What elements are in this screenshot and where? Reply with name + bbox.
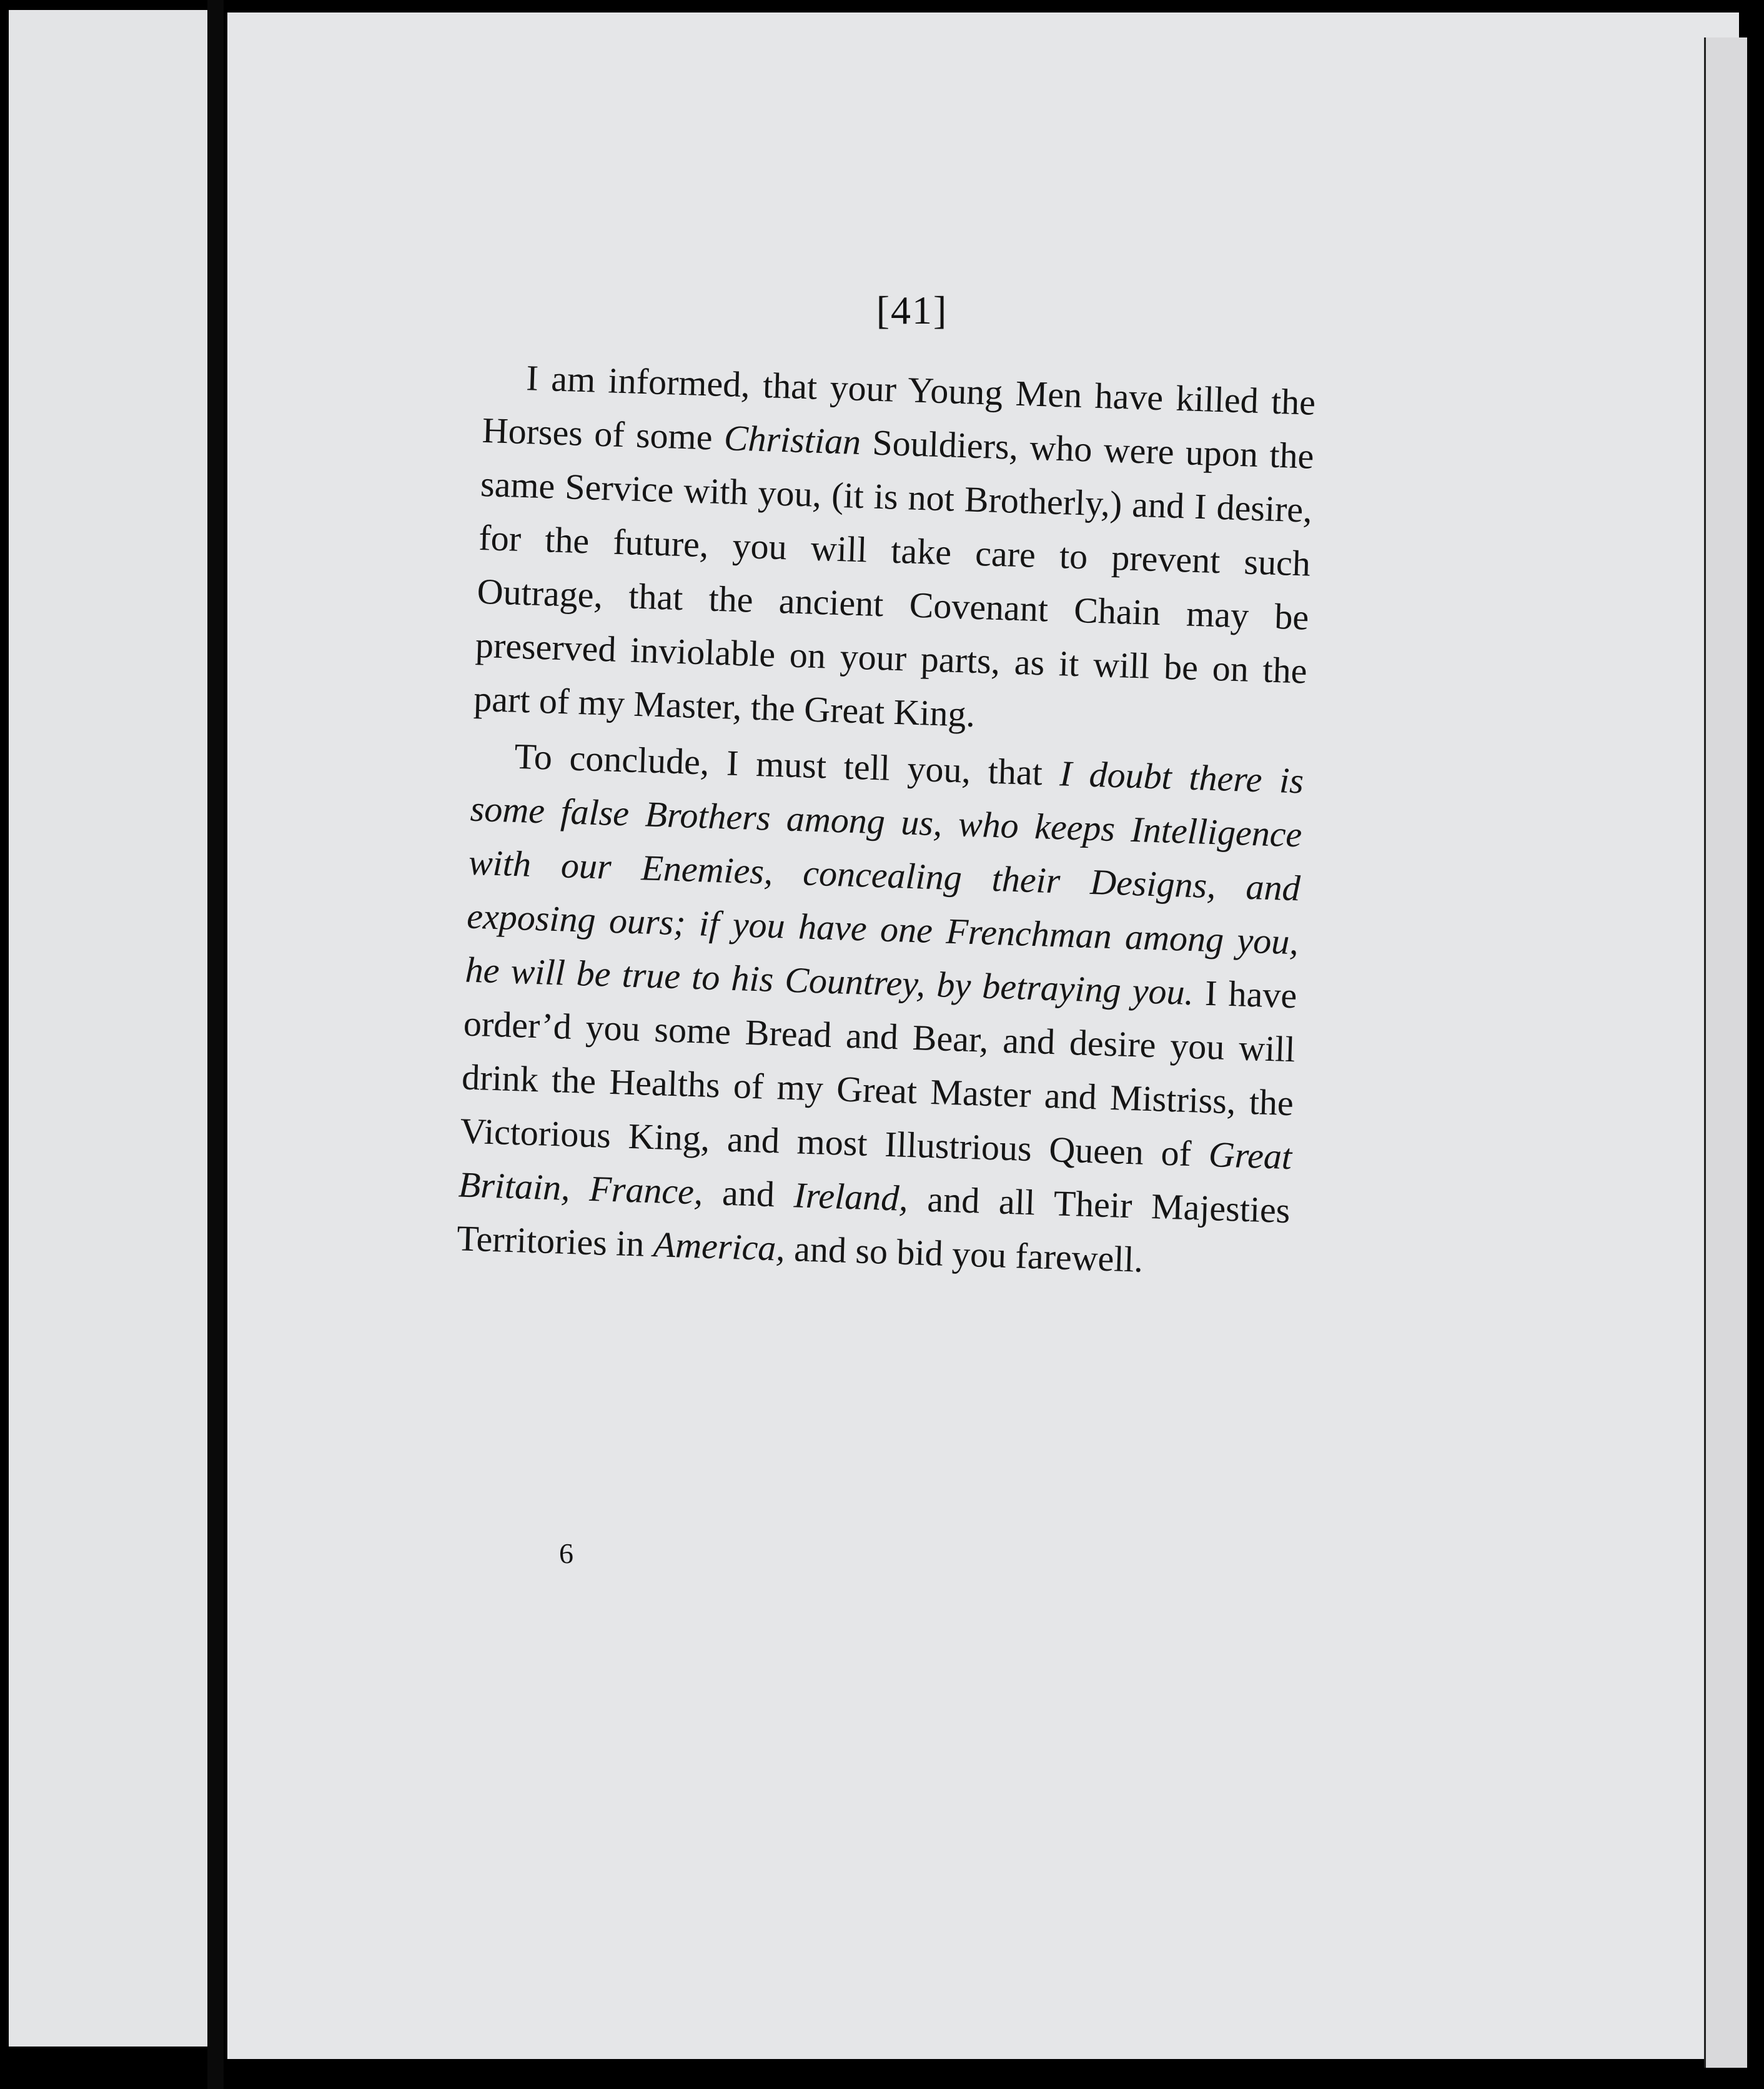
body-text — [456, 350, 1316, 1291]
italic-text-run: I doubt there is some false Brothers among us, who keeps Intelligence with our Enemies, concealing their Designs, and exposing ours; if you have one Frenchman among you, he will be true to his Countrey, by betraying you. — [464, 753, 1304, 1013]
italic-text-run: Great Britain, France, — [457, 1134, 1293, 1213]
page-number: [41] — [876, 288, 948, 332]
book-gutter — [207, 0, 224, 2089]
paragraph — [473, 350, 1316, 752]
text-run: To conclude, I must tell you, that — [513, 735, 1061, 794]
italic-text-run: Ireland, — [793, 1174, 909, 1219]
italic-text-run: America, — [652, 1224, 786, 1269]
text-run: and so bid you farewell. — [784, 1228, 1144, 1280]
italic-text-run: Christian — [723, 417, 862, 462]
text-run: Souldiers, who were upon the same Service with you, (it is not Brotherly,) and I desire, for the future, you will take care to prevent such Outrage, that the ancient Covenant Chain may be preserved inviolable on your parts, as it will be on the part of my Master, the Great King. — [473, 422, 1315, 735]
text-run: and — [702, 1171, 795, 1216]
text-run: I am informed, that your Young Men have killed the Horses of some — [481, 357, 1317, 459]
signature-mark: 6 — [559, 1537, 573, 1569]
paragraph — [456, 728, 1304, 1291]
text-run: and all Their Majesties Territories in — [456, 1178, 1291, 1265]
text-run: I have order’d you some Bread and Bear, and desire you will drink the Healths of my Great Master and Mistriss, the Victorious King, and most Illustrious Queen of — [459, 972, 1298, 1175]
left-page — [9, 10, 207, 2047]
page-edge — [1704, 37, 1747, 2068]
